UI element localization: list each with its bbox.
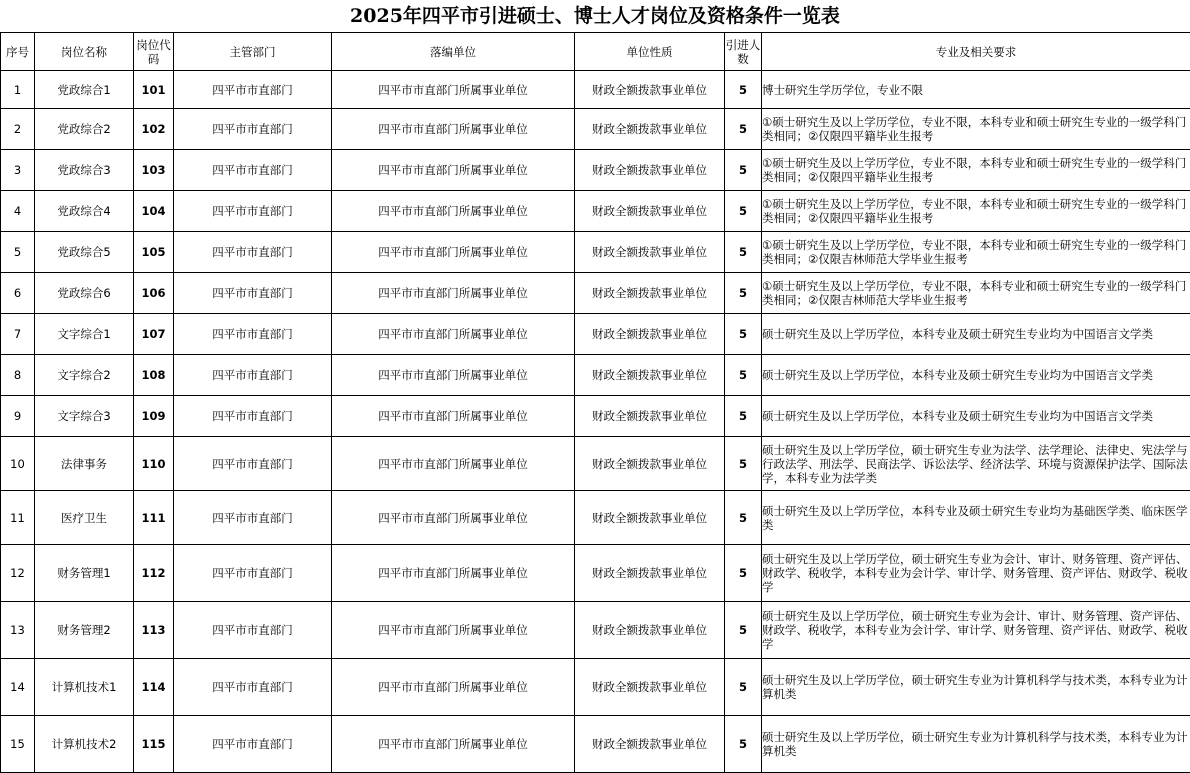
cell-post-name: 党政综合5 — [35, 232, 134, 273]
cell-department: 四平市市直部门 — [174, 273, 332, 314]
header-row — [1, 33, 1190, 71]
cell-post-code: 111 — [134, 491, 174, 545]
cell-unit-type: 财政全额拨款事业单位 — [575, 491, 725, 545]
cell-post-code: 108 — [134, 355, 174, 396]
cell-quota: 5 — [725, 545, 762, 602]
table-body — [1, 71, 1190, 773]
cell-department: 四平市市直部门 — [174, 602, 332, 659]
cell-quota: 5 — [725, 109, 762, 150]
page-title: 2025年四平市引进硕士、博士人才岗位及资格条件一览表 — [0, 0, 1190, 33]
cell-quota: 5 — [725, 273, 762, 314]
header-requirements: 专业及相关要求 — [762, 33, 1190, 71]
cell-unit-type: 财政全额拨款事业单位 — [575, 191, 725, 232]
table-row — [1, 150, 1190, 191]
cell-unit: 四平市市直部门所属事业单位 — [332, 314, 575, 355]
table-row — [1, 273, 1190, 314]
cell-unit: 四平市市直部门所属事业单位 — [332, 150, 575, 191]
cell-quota: 5 — [725, 71, 762, 109]
cell-quota: 5 — [725, 314, 762, 355]
cell-unit: 四平市市直部门所属事业单位 — [332, 191, 575, 232]
cell-department: 四平市市直部门 — [174, 396, 332, 437]
cell-unit: 四平市市直部门所属事业单位 — [332, 355, 575, 396]
cell-post-code: 115 — [134, 716, 174, 773]
cell-department: 四平市市直部门 — [174, 150, 332, 191]
cell-unit-type: 财政全额拨款事业单位 — [575, 314, 725, 355]
cell-seq: 3 — [1, 150, 35, 191]
cell-unit-type: 财政全额拨款事业单位 — [575, 716, 725, 773]
cell-post-name: 文字综合2 — [35, 355, 134, 396]
cell-unit-type: 财政全额拨款事业单位 — [575, 355, 725, 396]
cell-quota: 5 — [725, 191, 762, 232]
cell-requirements: 硕士研究生及以上学历学位，硕士研究生专业为会计、审计、财务管理、资产评估、财政学、税收学，本科专业为会计学、审计学、财务管理、资产评估、财政学、税收学 — [762, 545, 1190, 602]
cell-requirements: 硕士研究生及以上学历学位，硕士研究生专业为法学、法学理论、法律史、宪法学与行政法学、刑法学、民商法学、诉讼法学、经济法学、环境与资源保护法学、国际法学，本科专业为法学类 — [762, 437, 1190, 491]
cell-post-name: 党政综合6 — [35, 273, 134, 314]
cell-post-code: 109 — [134, 396, 174, 437]
cell-unit-type: 财政全额拨款事业单位 — [575, 545, 725, 602]
cell-unit: 四平市市直部门所属事业单位 — [332, 71, 575, 109]
cell-department: 四平市市直部门 — [174, 314, 332, 355]
cell-post-name: 党政综合3 — [35, 150, 134, 191]
header-quota: 引进人数 — [725, 33, 762, 71]
table-row — [1, 396, 1190, 437]
cell-seq: 13 — [1, 602, 35, 659]
cell-quota: 5 — [725, 355, 762, 396]
cell-unit-type: 财政全额拨款事业单位 — [575, 109, 725, 150]
table-row — [1, 716, 1190, 773]
cell-post-name: 党政综合4 — [35, 191, 134, 232]
cell-requirements: ①硕士研究生及以上学历学位，专业不限，本科专业和硕士研究生专业的一级学科门类相同；②仅限四平籍毕业生报考 — [762, 191, 1190, 232]
cell-requirements: ①硕士研究生及以上学历学位，专业不限，本科专业和硕士研究生专业的一级学科门类相同；②仅限吉林师范大学毕业生报考 — [762, 232, 1190, 273]
cell-requirements: 硕士研究生及以上学历学位，硕士研究生专业为计算机科学与技术类，本科专业为计算机类 — [762, 716, 1190, 773]
cell-unit: 四平市市直部门所属事业单位 — [332, 437, 575, 491]
cell-requirements: 硕士研究生及以上学历学位，本科专业及硕士研究生专业均为中国语言文学类 — [762, 396, 1190, 437]
cell-requirements: 硕士研究生及以上学历学位，本科专业及硕士研究生专业均为中国语言文学类 — [762, 314, 1190, 355]
cell-post-code: 103 — [134, 150, 174, 191]
cell-requirements: 硕士研究生及以上学历学位，本科专业及硕士研究生专业均为基础医学类、临床医学类 — [762, 491, 1190, 545]
cell-seq: 5 — [1, 232, 35, 273]
cell-post-code: 113 — [134, 602, 174, 659]
table-row — [1, 232, 1190, 273]
table-row — [1, 659, 1190, 716]
cell-seq: 6 — [1, 273, 35, 314]
cell-department: 四平市市直部门 — [174, 109, 332, 150]
cell-quota: 5 — [725, 396, 762, 437]
table-row — [1, 355, 1190, 396]
cell-unit: 四平市市直部门所属事业单位 — [332, 491, 575, 545]
cell-unit: 四平市市直部门所属事业单位 — [332, 602, 575, 659]
cell-post-name: 文字综合1 — [35, 314, 134, 355]
cell-department: 四平市市直部门 — [174, 491, 332, 545]
cell-post-name: 法律事务 — [35, 437, 134, 491]
cell-unit: 四平市市直部门所属事业单位 — [332, 659, 575, 716]
cell-post-code: 114 — [134, 659, 174, 716]
positions-table — [0, 32, 1190, 773]
cell-quota: 5 — [725, 602, 762, 659]
cell-seq: 11 — [1, 491, 35, 545]
cell-unit-type: 财政全额拨款事业单位 — [575, 659, 725, 716]
cell-department: 四平市市直部门 — [174, 355, 332, 396]
cell-post-code: 106 — [134, 273, 174, 314]
cell-department: 四平市市直部门 — [174, 659, 332, 716]
table-row — [1, 71, 1190, 109]
cell-unit: 四平市市直部门所属事业单位 — [332, 716, 575, 773]
cell-seq: 2 — [1, 109, 35, 150]
header-post-code: 岗位代码 — [134, 33, 174, 71]
table-row — [1, 437, 1190, 491]
table-row — [1, 109, 1190, 150]
cell-quota: 5 — [725, 716, 762, 773]
cell-department: 四平市市直部门 — [174, 716, 332, 773]
cell-unit: 四平市市直部门所属事业单位 — [332, 545, 575, 602]
cell-seq: 12 — [1, 545, 35, 602]
cell-post-code: 104 — [134, 191, 174, 232]
cell-post-name: 计算机技术2 — [35, 716, 134, 773]
cell-post-name: 党政综合2 — [35, 109, 134, 150]
table-row — [1, 491, 1190, 545]
cell-requirements: 硕士研究生及以上学历学位，本科专业及硕士研究生专业均为中国语言文学类 — [762, 355, 1190, 396]
cell-post-name: 党政综合1 — [35, 71, 134, 109]
cell-quota: 5 — [725, 150, 762, 191]
cell-requirements: 硕士研究生及以上学历学位，硕士研究生专业为计算机科学与技术类，本科专业为计算机类 — [762, 659, 1190, 716]
header-seq: 序号 — [1, 33, 35, 71]
cell-unit-type: 财政全额拨款事业单位 — [575, 273, 725, 314]
cell-unit-type: 财政全额拨款事业单位 — [575, 396, 725, 437]
cell-post-code: 107 — [134, 314, 174, 355]
cell-unit-type: 财政全额拨款事业单位 — [575, 150, 725, 191]
header-department: 主管部门 — [174, 33, 332, 71]
cell-unit: 四平市市直部门所属事业单位 — [332, 273, 575, 314]
cell-unit: 四平市市直部门所属事业单位 — [332, 396, 575, 437]
cell-requirements: ①硕士研究生及以上学历学位，专业不限，本科专业和硕士研究生专业的一级学科门类相同；②仅限四平籍毕业生报考 — [762, 109, 1190, 150]
table-row — [1, 545, 1190, 602]
cell-post-code: 110 — [134, 437, 174, 491]
cell-department: 四平市市直部门 — [174, 545, 332, 602]
cell-seq: 4 — [1, 191, 35, 232]
cell-quota: 5 — [725, 491, 762, 545]
cell-post-name: 财务管理2 — [35, 602, 134, 659]
cell-seq: 7 — [1, 314, 35, 355]
cell-unit-type: 财政全额拨款事业单位 — [575, 437, 725, 491]
cell-unit-type: 财政全额拨款事业单位 — [575, 602, 725, 659]
cell-post-name: 医疗卫生 — [35, 491, 134, 545]
cell-unit: 四平市市直部门所属事业单位 — [332, 232, 575, 273]
table-row — [1, 602, 1190, 659]
cell-post-name: 计算机技术1 — [35, 659, 134, 716]
cell-seq: 8 — [1, 355, 35, 396]
cell-requirements: 博士研究生学历学位，专业不限 — [762, 71, 1190, 109]
cell-quota: 5 — [725, 232, 762, 273]
cell-post-code: 112 — [134, 545, 174, 602]
header-post-name: 岗位名称 — [35, 33, 134, 71]
cell-department: 四平市市直部门 — [174, 71, 332, 109]
cell-seq: 15 — [1, 716, 35, 773]
cell-department: 四平市市直部门 — [174, 232, 332, 273]
cell-department: 四平市市直部门 — [174, 191, 332, 232]
cell-unit-type: 财政全额拨款事业单位 — [575, 232, 725, 273]
cell-quota: 5 — [725, 659, 762, 716]
table-row — [1, 314, 1190, 355]
cell-post-code: 101 — [134, 71, 174, 109]
cell-requirements: 硕士研究生及以上学历学位，硕士研究生专业为会计、审计、财务管理、资产评估、财政学、税收学，本科专业为会计学、审计学、财务管理、资产评估、财政学、税收学 — [762, 602, 1190, 659]
cell-requirements: ①硕士研究生及以上学历学位，专业不限，本科专业和硕士研究生专业的一级学科门类相同；②仅限吉林师范大学毕业生报考 — [762, 273, 1190, 314]
cell-seq: 14 — [1, 659, 35, 716]
cell-seq: 10 — [1, 437, 35, 491]
cell-post-name: 文字综合3 — [35, 396, 134, 437]
cell-seq: 1 — [1, 71, 35, 109]
header-unit-type: 单位性质 — [575, 33, 725, 71]
header-unit: 落编单位 — [332, 33, 575, 71]
cell-post-code: 102 — [134, 109, 174, 150]
cell-post-name: 财务管理1 — [35, 545, 134, 602]
cell-unit: 四平市市直部门所属事业单位 — [332, 109, 575, 150]
cell-quota: 5 — [725, 437, 762, 491]
cell-department: 四平市市直部门 — [174, 437, 332, 491]
cell-post-code: 105 — [134, 232, 174, 273]
cell-seq: 9 — [1, 396, 35, 437]
cell-requirements: ①硕士研究生及以上学历学位，专业不限，本科专业和硕士研究生专业的一级学科门类相同；②仅限四平籍毕业生报考 — [762, 150, 1190, 191]
table-row — [1, 191, 1190, 232]
cell-unit-type: 财政全额拨款事业单位 — [575, 71, 725, 109]
